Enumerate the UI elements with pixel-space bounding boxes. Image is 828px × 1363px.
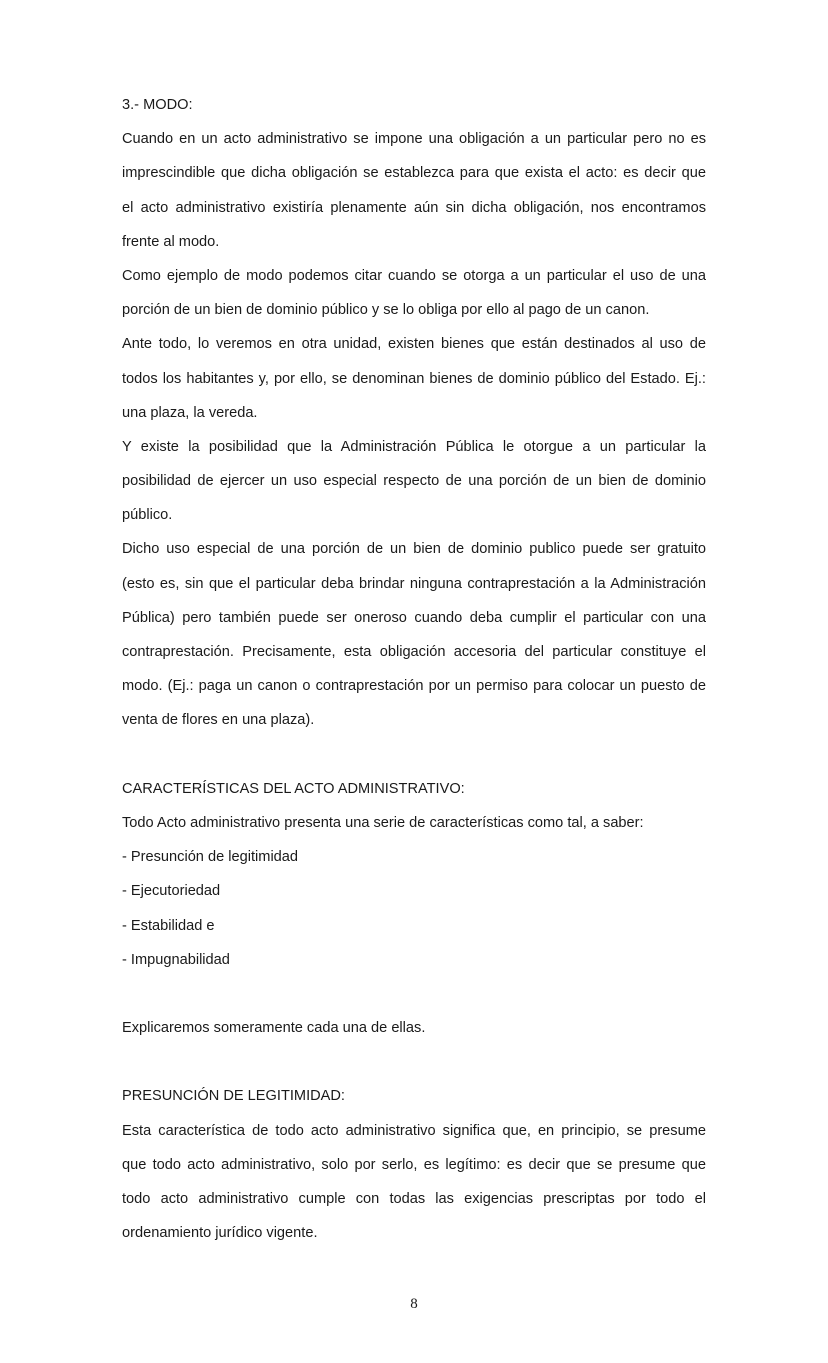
text-line: Pública) pero también puede ser oneroso cuando deba cumplir el particular con una xyxy=(122,609,706,626)
text-line: Dicho uso especial de una porción de un bien de dominio publico puede ser gratuito xyxy=(122,541,706,558)
text-line: todo acto administrativo cumple con todas las exigencias prescriptas por todo el xyxy=(122,1191,706,1207)
text-line: posibilidad de ejercer un uso especial respecto de una porción de un bien de dominio xyxy=(122,473,706,490)
paragraph-explicaremos: Explicaremos someramente cada una de ellas. xyxy=(122,1020,426,1037)
spacer xyxy=(122,1045,706,1079)
paragraph-uso-especial xyxy=(122,430,706,533)
text-line: Como ejemplo de modo podemos citar cuando se otorga a un particular el uso de una xyxy=(122,267,706,284)
text-line: Y existe la posibilidad que la Administración Pública le otorgue a un particular la xyxy=(122,438,706,455)
text-line: el acto administrativo existiría plenamente aún sin dicha obligación, nos encontramos xyxy=(122,199,706,216)
spacer xyxy=(122,738,706,772)
paragraph-modo-definition xyxy=(122,122,706,259)
text-line: Ante todo, lo veremos en otra unidad, existen bienes que están destinados al uso de xyxy=(122,336,706,353)
list-item: - Estabilidad e xyxy=(122,917,215,934)
text-line: que todo acto administrativo, solo por serlo, es legítimo: es decir que se presume que xyxy=(122,1156,706,1173)
document-page xyxy=(122,88,706,1250)
text-line: Esta característica de todo acto administrativo significa que, en principio, se presume xyxy=(122,1122,706,1139)
paragraph-caracteristicas-intro: Todo Acto administrativo presenta una serie de características como tal, a saber: xyxy=(122,814,644,831)
text-line: Cuando en un acto administrativo se impone una obligación a un particular pero no es xyxy=(122,131,706,148)
text-line: una plaza, la vereda. xyxy=(122,404,258,421)
page-number: 8 xyxy=(410,1296,418,1312)
section-heading-caracteristicas: CARACTERÍSTICAS DEL ACTO ADMINISTRATIVO: xyxy=(122,780,465,797)
text-line: frente al modo. xyxy=(122,233,220,250)
list-item: - Presunción de legitimidad xyxy=(122,849,299,866)
text-line: modo. (Ej.: paga un canon o contraprestación por un permiso para colocar un puesto de xyxy=(122,678,706,695)
paragraph-presuncion xyxy=(122,1114,706,1251)
paragraph-dominio-publico xyxy=(122,327,706,430)
spacer xyxy=(122,977,706,1011)
section-heading-presuncion: PRESUNCIÓN DE LEGITIMIDAD: xyxy=(122,1088,345,1105)
section-heading-modo: 3.- MODO: xyxy=(122,97,193,113)
paragraph-gratuito-oneroso xyxy=(122,532,706,737)
list-item: - Ejecutoriedad xyxy=(122,883,221,900)
paragraph-modo-example xyxy=(122,259,706,327)
text-line: ordenamiento jurídico vigente. xyxy=(122,1225,318,1242)
text-line: todos los habitantes y, por ello, se denominan bienes de dominio público del Estado. Ej.: xyxy=(122,370,706,387)
text-line: público. xyxy=(122,507,173,524)
caracteristicas-list xyxy=(122,840,706,977)
text-line: porción de un bien de dominio público y se lo obliga por ello al pago de un canon. xyxy=(122,302,650,319)
text-line: (esto es, sin que el particular deba brindar ninguna contraprestación a la Administración xyxy=(122,575,706,592)
text-line: contraprestación. Precisamente, esta obligación accesoria del particular constituye el xyxy=(122,644,706,660)
list-item: - Impugnabilidad xyxy=(122,951,230,968)
text-line: imprescindible que dicha obligación se establezca para que exista el acto: es decir que xyxy=(122,165,706,182)
text-line: venta de flores en una plaza). xyxy=(122,712,315,729)
